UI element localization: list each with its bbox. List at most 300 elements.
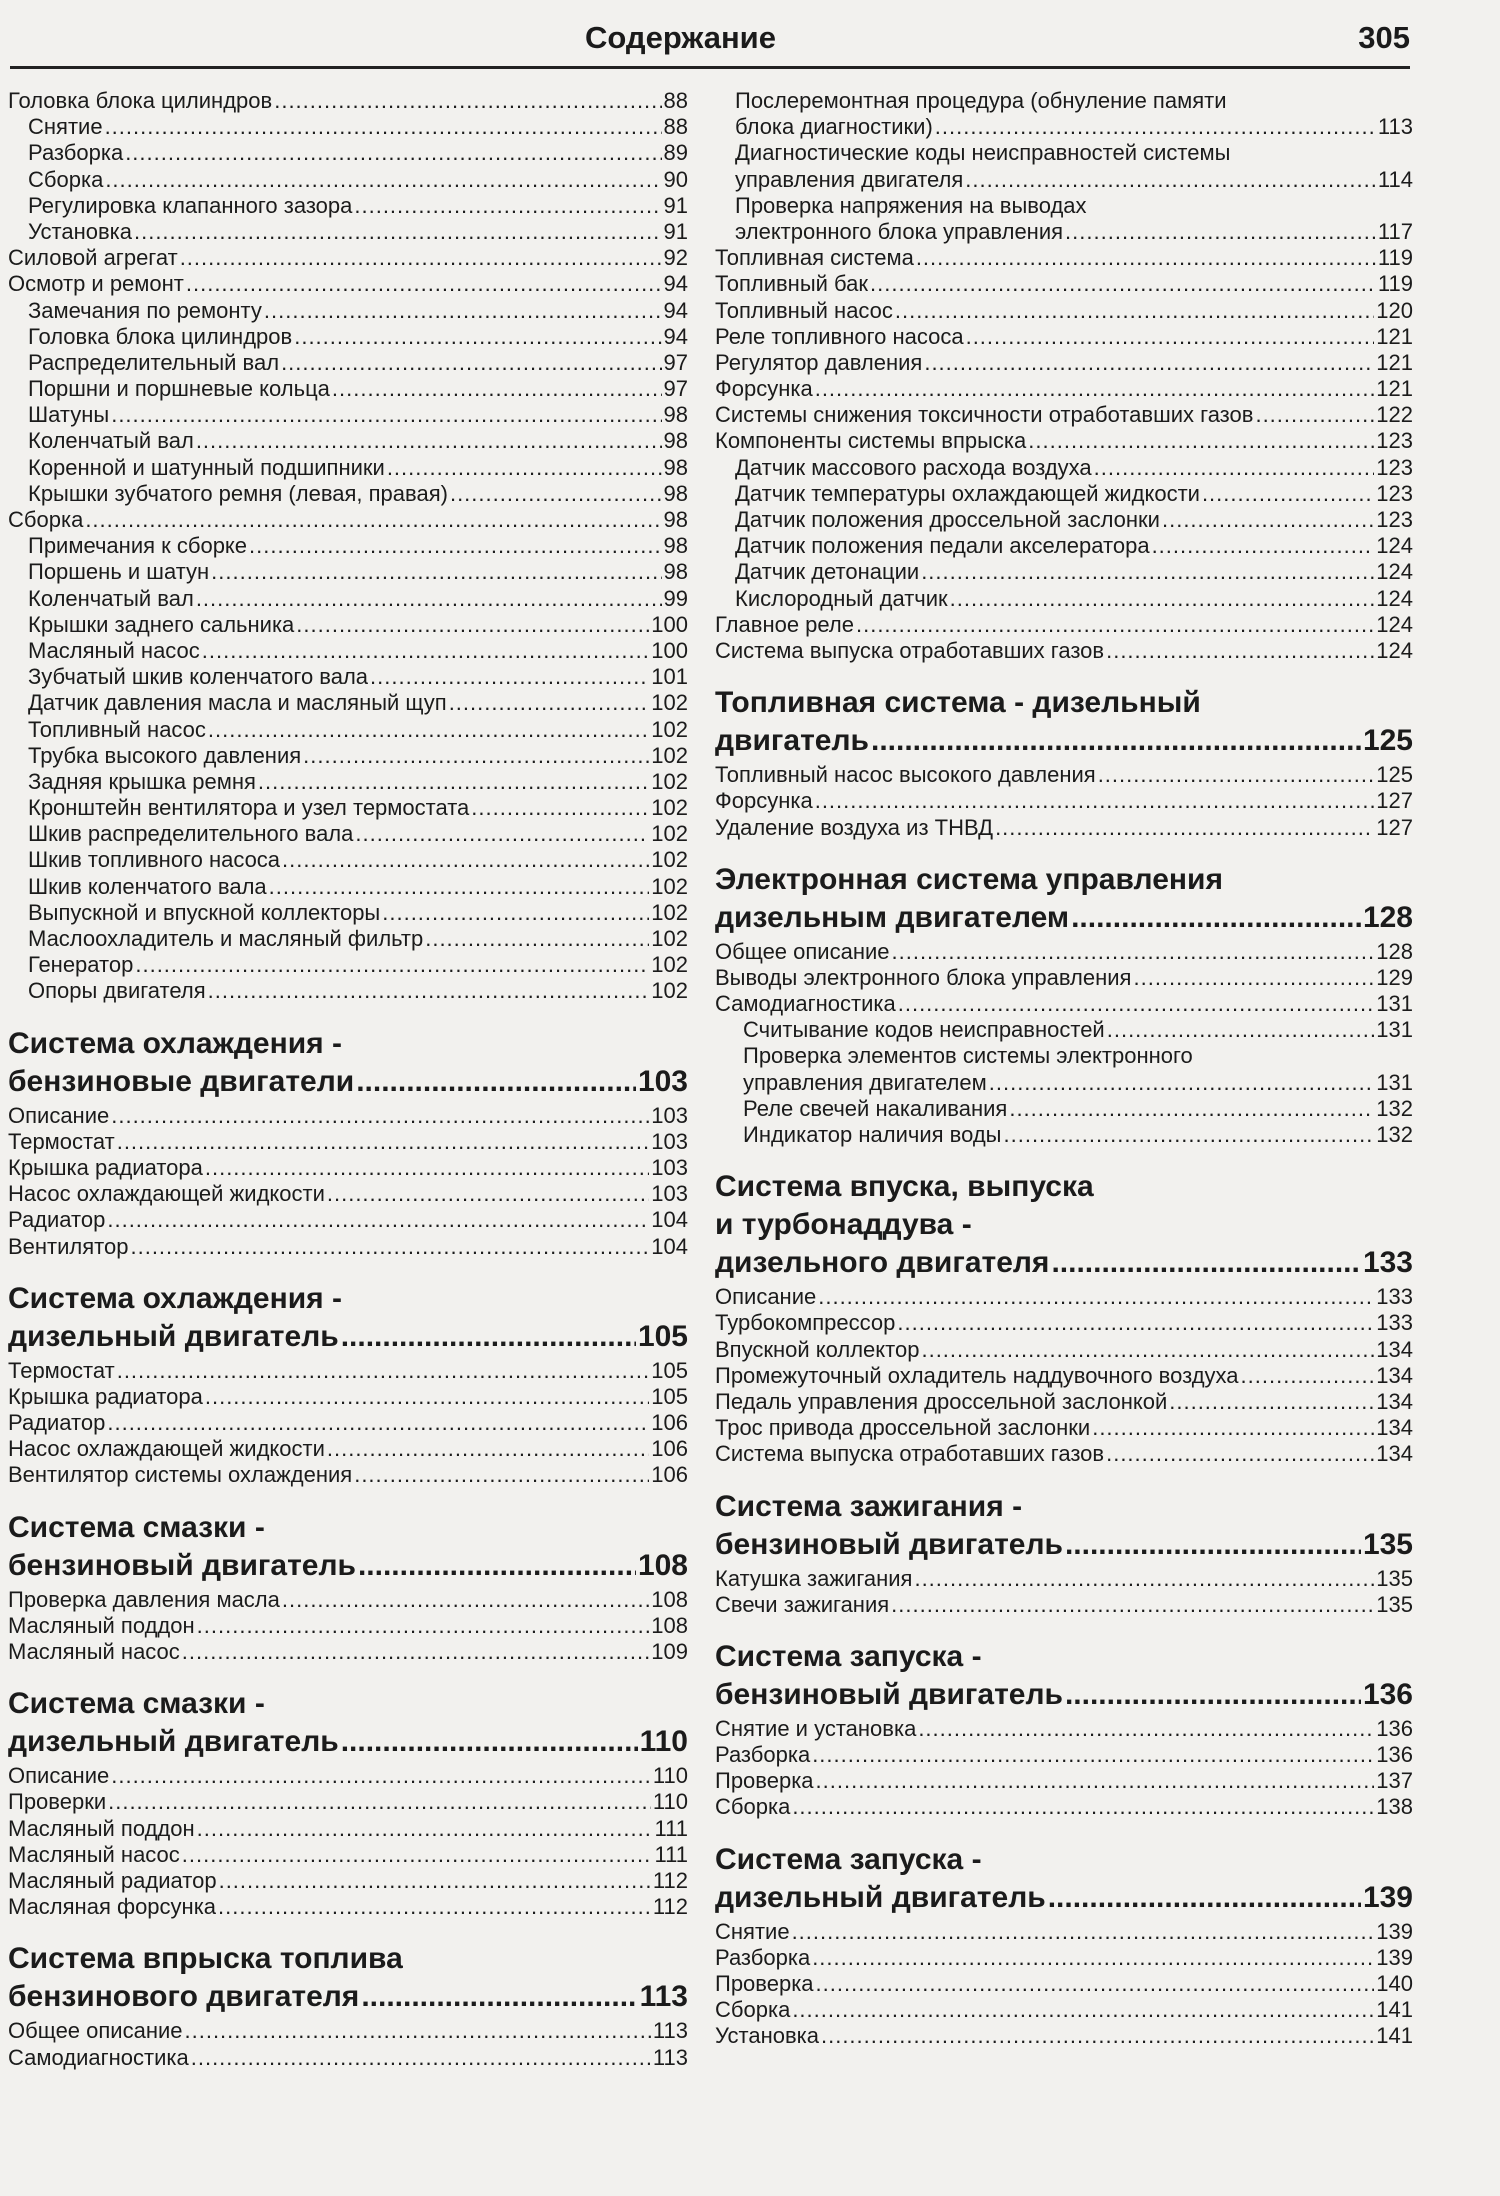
section-title: Система смазки -: [8, 1510, 265, 1544]
toc-entry: [8, 298, 688, 324]
toc-entry-label: Считывание кодов неисправностей: [743, 1017, 1105, 1043]
toc-entry-label: Реле топливного насоса: [715, 323, 964, 349]
section-title-with-page: [8, 1723, 688, 1761]
toc-entry: [715, 324, 1413, 350]
toc-entry-label: Масляный радиатор: [8, 1867, 217, 1893]
toc-entry-line: [715, 219, 1413, 245]
toc-entry: [8, 1410, 688, 1436]
toc-leader-dots: [897, 1310, 1374, 1336]
toc-leader-dots: [105, 114, 662, 140]
toc-entry-label: Компоненты системы впрыска: [715, 428, 1027, 454]
toc-entry-page: 106: [651, 1436, 688, 1462]
toc-entry: [715, 1122, 1413, 1148]
toc-entry: [8, 559, 688, 585]
toc-entry-page: 102: [651, 926, 688, 951]
toc-entry-page: 99: [663, 585, 688, 611]
toc-entry-label: Форсунка: [715, 788, 813, 814]
section-title: Система охлаждения -: [8, 1026, 342, 1060]
toc-entry-label: Послеремонтная процедура (обнуление памяти: [735, 88, 1227, 113]
toc-entry-label: Топливный насос: [28, 716, 206, 742]
toc-entry-line: [715, 88, 1413, 114]
toc-entry-label: Система выпуска отработавших газов: [715, 1441, 1105, 1467]
section-title-with-page: [8, 1318, 688, 1356]
toc-leader-dots: [211, 559, 661, 585]
toc-entry-page: 102: [651, 899, 688, 925]
toc-entry-page: 103: [651, 1154, 688, 1180]
toc-entry: [715, 1415, 1413, 1441]
toc-entry-page: 137: [1376, 1768, 1413, 1794]
toc-entry: [8, 1155, 688, 1181]
section-title-with-page: [715, 1879, 1413, 1917]
section-entries: [715, 1919, 1413, 2050]
toc-entry-page: 134: [1376, 1388, 1413, 1414]
toc-entry-label: Описание: [8, 1763, 110, 1789]
toc-leader-dots: [1107, 1017, 1375, 1043]
toc-entry-label: Осмотр и ремонт: [8, 271, 184, 297]
section-title: и турбонаддува -: [715, 1208, 972, 1242]
toc-entry-page: 135: [1376, 1565, 1413, 1591]
toc-leader-dots: [935, 114, 1376, 140]
toc-leader-dots: [282, 1587, 649, 1613]
toc-leader-dots: [450, 481, 662, 507]
toc-entry-label: Вентилятор системы охлаждения: [8, 1462, 353, 1488]
toc-entry: [8, 1234, 688, 1260]
section-entries: [8, 2018, 688, 2070]
toc-leader-dots: [471, 795, 649, 821]
toc-leader-dots: [197, 1816, 653, 1842]
toc-entry: [715, 1441, 1413, 1467]
section-title: Электронная система управления: [715, 862, 1223, 896]
toc-entry: [8, 952, 688, 978]
toc-entry-page: 129: [1376, 964, 1413, 990]
toc-entry-page: 125: [1376, 762, 1413, 788]
toc-entry-label: Снятие: [715, 1918, 790, 1944]
toc-entry-label: Педаль управления дроссельной заслонкой: [715, 1388, 1168, 1414]
toc-entry: [715, 1971, 1413, 1997]
toc-entry-label: Впускной коллектор: [715, 1336, 920, 1362]
toc-leader-dots: [186, 271, 662, 297]
toc-leader-dots: [197, 1613, 650, 1639]
section-title-with-page: [715, 1244, 1413, 1282]
toc-entry-label: Кронштейн вентилятора и узел термостата: [28, 795, 470, 821]
toc-leader-dots: [950, 586, 1375, 612]
toc-leader-dots: [205, 1155, 649, 1181]
section-page: 125: [1362, 724, 1413, 758]
toc-entry-label: Радиатор: [8, 1207, 106, 1233]
toc-leader-dots: [816, 1971, 1375, 1997]
toc-entry: [715, 1794, 1413, 1820]
toc-entry: [715, 1337, 1413, 1363]
toc-leader-dots: [105, 167, 661, 193]
section-title: Система смазки -: [8, 1687, 265, 1721]
toc-entry-label: Выводы электронного блока управления: [715, 964, 1132, 990]
toc-entry: [8, 664, 688, 690]
toc-entry-page: 94: [663, 271, 688, 297]
toc-leader-dots: [891, 1592, 1374, 1618]
toc-entry-page: 127: [1376, 788, 1413, 814]
toc-entry-label: электронного блока управления: [735, 218, 1064, 244]
toc-leader-dots: [821, 2023, 1374, 2049]
toc-section: [8, 1509, 688, 1666]
toc-leader-dots: [196, 586, 662, 612]
toc-entry-page: 102: [651, 742, 688, 768]
toc-entry-line: [715, 1043, 1413, 1069]
toc-entry-page: 104: [651, 1207, 688, 1233]
toc-entry-label: Проверка напряжения на выводах: [735, 192, 1087, 218]
toc-entry-page: 108: [651, 1586, 688, 1612]
toc-entry-label: Свечи зажигания: [715, 1591, 890, 1617]
toc-entry-label: Масляный поддон: [8, 1612, 195, 1638]
section-title: дизельного двигателя: [715, 1246, 1050, 1280]
toc-entry-page: 98: [663, 507, 688, 532]
toc-entry: [715, 1997, 1413, 2023]
section-entries: [8, 1103, 688, 1260]
toc-entry: [8, 847, 688, 873]
toc-leader-dots: [130, 1234, 649, 1260]
toc-entry-page: 134: [1376, 1415, 1413, 1441]
toc-entry-page: 98: [663, 402, 688, 428]
toc-leader-dots: [1004, 1122, 1375, 1148]
toc-entry: [8, 1789, 688, 1815]
toc-entry-page: 140: [1376, 1971, 1413, 1996]
toc-leader-dots: [1094, 455, 1375, 481]
toc-entry: [715, 1716, 1413, 1742]
toc-entry-label: Топливный насос высокого давления: [715, 762, 1096, 788]
toc-entry-page: 122: [1376, 402, 1413, 428]
toc-leader-dots: [1051, 1244, 1360, 1282]
toc-entry-label: Примечания к сборке: [28, 533, 248, 559]
section-entries: [8, 1587, 688, 1666]
toc-entry-label: Общее описание: [8, 2018, 183, 2044]
section-title: Система запуска -: [715, 1639, 982, 1673]
toc-entry-label: Проверка: [715, 1768, 814, 1794]
toc-leader-dots: [892, 939, 1375, 965]
toc-entry-multiline: [715, 193, 1413, 245]
toc-entry: [715, 612, 1413, 638]
toc-entry-page: 110: [652, 1763, 688, 1789]
toc-entry: [8, 455, 688, 481]
toc-leader-dots: [358, 1547, 636, 1585]
toc-entry-label: Шкив распределительного вала: [28, 821, 354, 847]
section-title-with-page: [8, 1978, 688, 2016]
toc-entry-page: 124: [1376, 637, 1413, 663]
toc-leader-dots: [1009, 1096, 1374, 1122]
toc-entry-label: Шкив топливного насоса: [28, 847, 281, 873]
toc-entry-label: Датчик детонации: [735, 559, 920, 585]
toc-entry: [8, 821, 688, 847]
section-title-with-page: [715, 899, 1413, 937]
toc-entry-label: Крышки зубчатого ремня (левая, правая): [28, 480, 448, 506]
toc-entry-label: Датчик массового расхода воздуха: [735, 454, 1092, 480]
section-title: бензиновый двигатель: [715, 1677, 1063, 1711]
toc-entry-page: 102: [651, 768, 688, 794]
toc-entry-label: Главное реле: [715, 611, 854, 637]
toc-entry-page: 124: [1376, 611, 1413, 637]
toc-entry-page: 109: [651, 1639, 688, 1664]
toc-entry-page: 119: [1377, 271, 1413, 297]
toc-entry-page: 133: [1376, 1284, 1413, 1310]
toc-entry: [8, 1587, 688, 1613]
toc-entry-label: управления двигателя: [735, 166, 964, 192]
toc-entry-page: 108: [651, 1612, 688, 1638]
section-page: 136: [1362, 1677, 1413, 1711]
section-page: 133: [1362, 1246, 1413, 1280]
toc-entry: [8, 245, 688, 271]
toc-entry-label: Самодиагностика: [715, 991, 896, 1017]
toc-entry: [715, 815, 1413, 841]
toc-entry-page: 141: [1376, 2023, 1413, 2049]
section-entries: [715, 1284, 1413, 1467]
toc-leader-dots: [182, 1842, 653, 1868]
section-title-with-page: [715, 722, 1413, 760]
toc-entry-label: Система выпуска отработавших газов: [715, 637, 1105, 663]
toc-entry: [715, 586, 1413, 612]
toc-entry-page: 111: [654, 1815, 688, 1841]
toc-entry-label: Поршни и поршневые кольца: [28, 376, 330, 402]
toc-entry-multiline: [715, 1043, 1413, 1095]
toc-entry: [8, 193, 688, 219]
toc-section: [715, 1488, 1413, 1618]
toc-entry: [715, 638, 1413, 664]
toc-entry-page: 98: [663, 559, 688, 585]
toc-entry-label: Описание: [715, 1284, 817, 1310]
toc-leader-dots: [296, 612, 649, 638]
toc-leader-dots: [1133, 965, 1374, 991]
section-title: бензиновые двигатели: [8, 1064, 355, 1098]
toc-entry: [8, 1868, 688, 1894]
section-entries: [715, 762, 1413, 841]
section-page: 110: [639, 1725, 688, 1759]
toc-leader-dots: [264, 298, 662, 324]
toc-entry: [715, 991, 1413, 1017]
toc-entry-page: 127: [1376, 814, 1413, 840]
toc-leader-dots: [924, 350, 1374, 376]
toc-entry-label: Крышки заднего сальника: [28, 611, 295, 637]
toc-entry-page: 138: [1376, 1794, 1413, 1820]
toc-entry: [715, 350, 1413, 376]
toc-entry-page: 112: [652, 1894, 688, 1920]
toc-leader-dots: [182, 1639, 649, 1665]
toc-entry-page: 103: [651, 1181, 688, 1207]
toc-entry-page: 113: [1377, 114, 1413, 140]
toc-entry: [715, 1945, 1413, 1971]
toc-entry-page: 88: [663, 88, 688, 113]
toc-entry-label: Генератор: [28, 952, 134, 978]
toc-entry-label: Масляная форсунка: [8, 1894, 217, 1920]
toc-entry: [715, 1096, 1413, 1122]
section-title: бензинового двигателя: [8, 1980, 360, 2014]
page-number: 305: [1358, 20, 1410, 55]
toc-leader-dots: [202, 638, 649, 664]
section-title-with-page: [715, 1676, 1413, 1714]
section-page: 135: [1362, 1527, 1413, 1561]
toc-entry-label: Термостат: [8, 1357, 115, 1383]
toc-entry-page: 98: [663, 533, 688, 559]
toc-entry-label: Разборка: [28, 140, 124, 166]
toc-entry: [8, 900, 688, 926]
toc-leader-dots: [111, 1763, 651, 1789]
toc-entry-page: 113: [652, 2018, 688, 2044]
section-title: дизельный двигатель: [8, 1725, 339, 1759]
toc-entry-page: 120: [1376, 297, 1413, 323]
toc-entry-label: Трубка высокого давления: [28, 742, 302, 768]
section-entries: [715, 1566, 1413, 1618]
section-title: двигатель: [715, 724, 869, 758]
toc-entry: [8, 743, 688, 769]
toc-leader-dots: [327, 1436, 649, 1462]
toc-leader-dots: [1065, 1676, 1361, 1714]
toc-entry-page: 136: [1376, 1742, 1413, 1768]
toc-entry-page: 101: [651, 664, 688, 690]
toc-leader-dots: [1106, 1441, 1374, 1467]
toc-entry-page: 132: [1376, 1095, 1413, 1121]
toc-leader-dots: [356, 1063, 636, 1101]
toc-entry: [8, 638, 688, 664]
toc-entry: [715, 1363, 1413, 1389]
toc-entry-label: Коленчатый вал: [28, 585, 194, 611]
section-title: дизельный двигатель: [715, 1880, 1046, 1914]
toc-entry-label: Вентилятор: [8, 1233, 129, 1259]
toc-entry: [715, 1017, 1413, 1043]
toc-entry: [8, 1129, 688, 1155]
toc-entry: [8, 350, 688, 376]
toc-leader-dots: [449, 690, 650, 716]
section-page: 108: [637, 1548, 688, 1582]
toc-leader-dots: [1202, 481, 1374, 507]
toc-leader-dots: [916, 245, 1376, 271]
toc-entry-page: 100: [651, 611, 688, 637]
toc-entry-page: 136: [1376, 1715, 1413, 1741]
toc-leader-dots: [249, 533, 661, 559]
toc-leader-dots: [355, 821, 649, 847]
toc-entry-label: Топливная система: [715, 245, 914, 271]
toc-entry-page: 98: [663, 454, 688, 480]
toc-entry: [715, 559, 1413, 585]
toc-entry-label: Форсунка: [715, 376, 813, 402]
toc-leader-dots: [85, 507, 661, 533]
toc-entry-label: Снятие: [28, 114, 103, 140]
toc-leader-dots: [871, 722, 1361, 760]
toc-entry-page: 134: [1376, 1441, 1413, 1467]
toc-entry: [715, 402, 1413, 428]
toc-entry-page: 97: [663, 376, 688, 402]
section-title: дизельный двигатель: [8, 1319, 339, 1353]
toc-leader-dots: [107, 1207, 649, 1233]
toc-leader-dots: [111, 1103, 649, 1129]
toc-leader-dots: [1241, 1363, 1375, 1389]
toc-entry-line: [715, 1070, 1413, 1096]
toc-leader-dots: [205, 1384, 649, 1410]
toc-leader-dots: [354, 193, 661, 219]
toc-leader-dots: [135, 952, 649, 978]
toc-entry-label: блока диагностики): [735, 114, 933, 140]
section-title: Система запуска -: [715, 1842, 982, 1876]
toc-entry: [715, 245, 1413, 271]
toc-section: [715, 1841, 1413, 2050]
toc-entry-page: 102: [651, 952, 688, 978]
toc-entry: [8, 612, 688, 638]
toc-entry-label: Коленчатый вал: [28, 428, 194, 454]
toc-entry-page: 103: [651, 1102, 688, 1128]
toc-leader-dots: [327, 1181, 649, 1207]
toc-leader-dots: [117, 1358, 650, 1384]
toc-entry: [8, 769, 688, 795]
toc-entry-label: Общее описание: [715, 938, 890, 964]
toc-entry-label: Выпускной и впускной коллекторы: [28, 899, 381, 925]
toc-entry-label: Замечания по ремонту: [28, 297, 262, 323]
toc-entry-label: Разборка: [715, 1944, 811, 1970]
toc-right-column: [715, 88, 1413, 2050]
toc-entry-page: 102: [651, 716, 688, 742]
section-page: 128: [1362, 900, 1413, 934]
toc-entry: [8, 1436, 688, 1462]
toc-entry-page: 112: [652, 1867, 688, 1893]
toc-entry-page: 98: [663, 480, 688, 506]
toc-entry: [715, 762, 1413, 788]
toc-entry-label: Проверка давления масла: [8, 1586, 280, 1612]
toc-leader-dots: [895, 298, 1374, 324]
section-title-with-page: [715, 1526, 1413, 1564]
toc-leader-dots: [870, 271, 1376, 297]
toc-entry-label: Термостат: [8, 1128, 115, 1154]
toc-leader-dots: [341, 1723, 638, 1761]
toc-entry-label: Турбокомпрессор: [715, 1310, 896, 1336]
toc-leader-dots: [989, 1070, 1375, 1096]
toc-entry-page: 121: [1376, 323, 1413, 349]
toc-section: [8, 1025, 688, 1260]
toc-entry: [8, 1181, 688, 1207]
toc-entry-label: Описание: [8, 1102, 110, 1128]
toc-leader-dots: [1152, 533, 1375, 559]
toc-entry-page: 117: [1377, 218, 1413, 244]
toc-entry-label: Кислородный датчик: [735, 585, 948, 611]
toc-leader-dots: [382, 900, 649, 926]
toc-leader-dots: [966, 324, 1375, 350]
toc-leader-dots: [815, 376, 1375, 402]
toc-leader-dots: [274, 88, 661, 114]
toc-entry-label: Регулятор давления: [715, 349, 923, 375]
toc-entry-page: 94: [663, 297, 688, 323]
toc-entry-label: Распределительный вал: [28, 349, 280, 375]
toc-entry-label: Снятие и установка: [715, 1715, 917, 1741]
toc-entry-page: 110: [652, 1789, 688, 1815]
toc-entry: [8, 140, 688, 166]
section-page: 113: [639, 1980, 688, 2014]
toc-leader-dots: [1065, 219, 1376, 245]
toc-entry-label: Установка: [28, 218, 132, 244]
toc-entry-page: 102: [651, 795, 688, 821]
toc-entry-page: 114: [1377, 166, 1413, 192]
toc-entry-page: 105: [651, 1357, 688, 1383]
toc-leader-dots: [185, 2018, 651, 2044]
toc-entry-label: Удаление воздуха из ТНВД: [715, 814, 994, 840]
toc-entry: [8, 271, 688, 297]
toc-entry-label: Трос привода дроссельной заслонки: [715, 1415, 1091, 1441]
toc-entry-label: Сборка: [715, 1794, 791, 1820]
toc-entry-multiline: [715, 88, 1413, 140]
toc-entry-label: Датчик положения дроссельной заслонки: [735, 507, 1160, 532]
toc-entry-label: Проверка: [715, 1971, 814, 1996]
toc-leader-dots: [1162, 507, 1374, 533]
toc-entry-page: 105: [651, 1383, 688, 1409]
toc-leader-dots: [191, 2045, 651, 2071]
toc-entry: [715, 1742, 1413, 1768]
section-title-with-page: [8, 1063, 688, 1101]
toc-leader-dots: [354, 1462, 649, 1488]
toc-leader-dots: [387, 455, 662, 481]
toc-entry-label: Головка блока цилиндров: [28, 323, 293, 349]
toc-entry: [8, 1816, 688, 1842]
